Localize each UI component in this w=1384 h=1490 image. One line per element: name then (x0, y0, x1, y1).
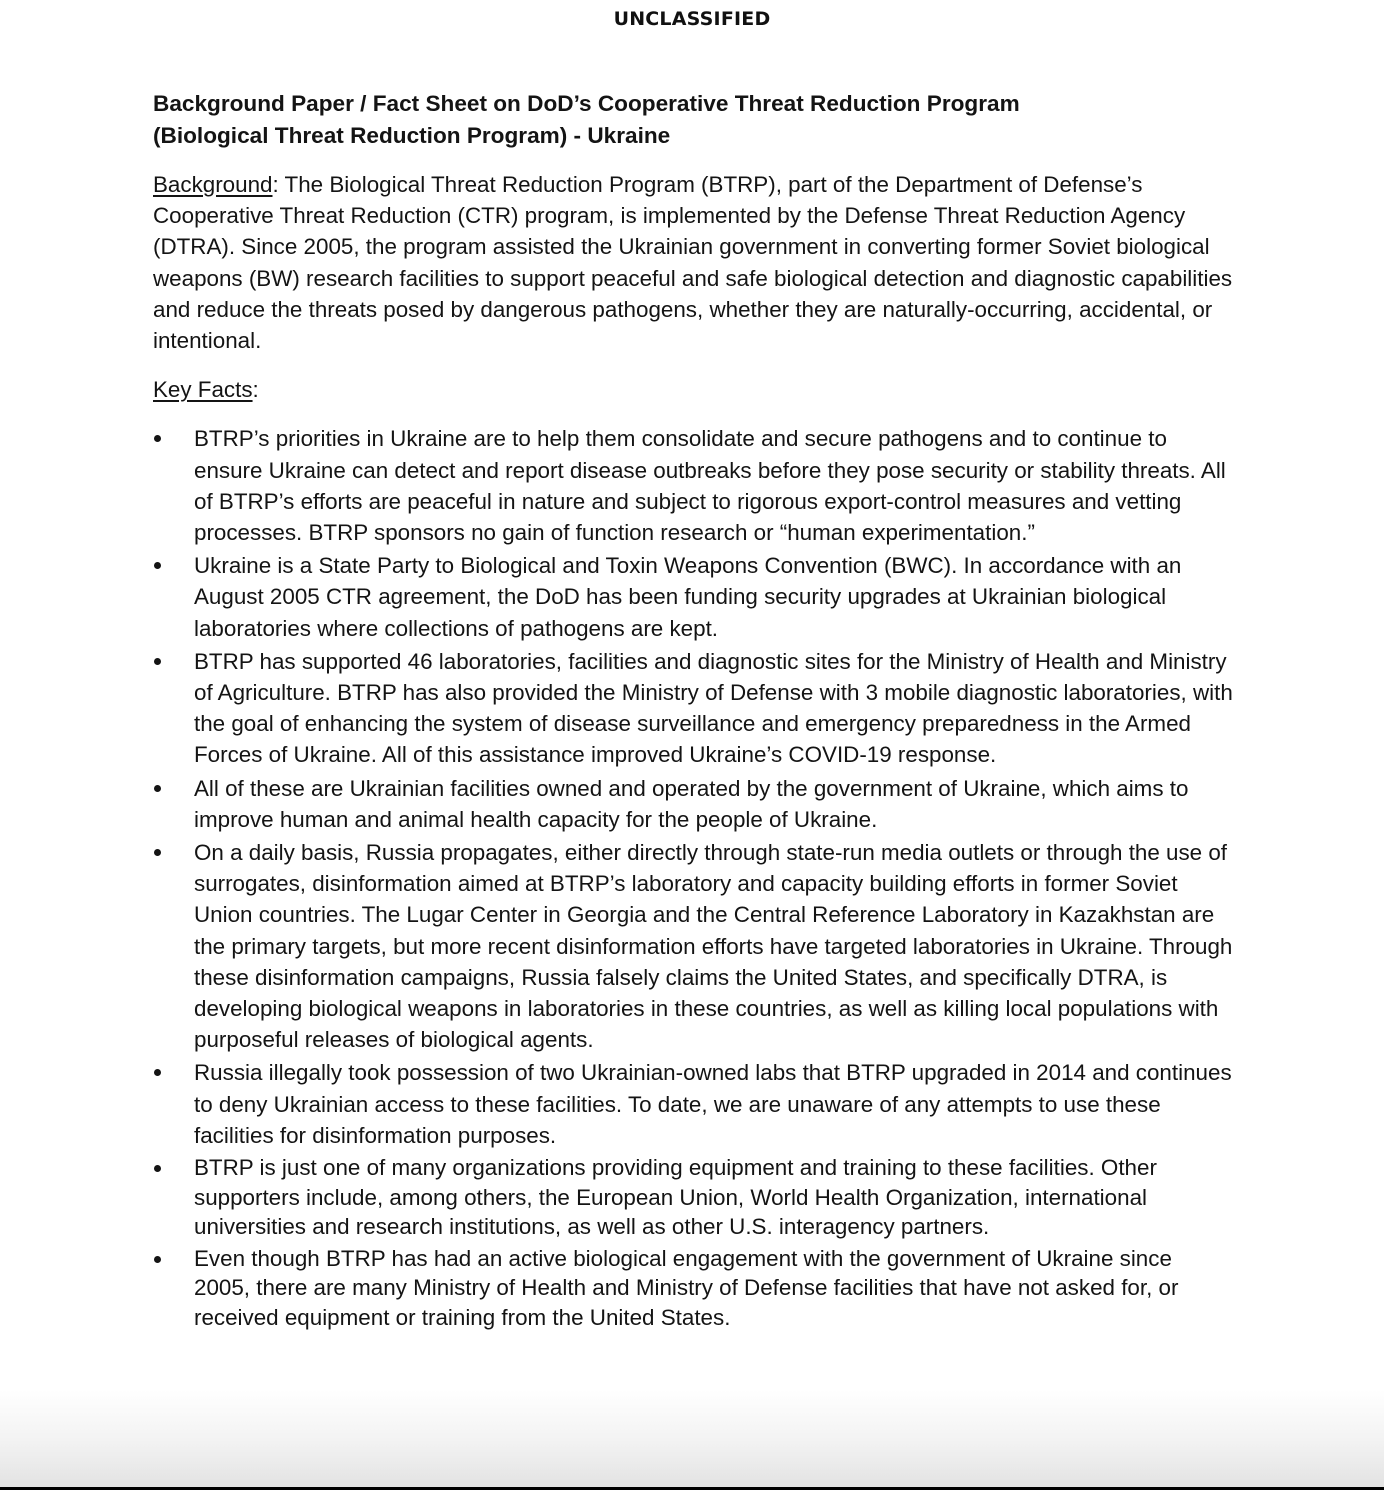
key-fact-text: Ukraine is a State Party to Biological and Toxin Weapons Convention (BWC). In accordance with an August 2005 CTR agreement, the DoD has been funding security upgrades at Ukrainian biological laboratories where collections of pathogens are kept. (194, 553, 1182, 641)
bullet-icon (154, 849, 161, 856)
bullet-icon (154, 658, 161, 665)
background-separator: : (272, 172, 279, 197)
key-fact-text: BTRP’s priorities in Ukraine are to help them consolidate and secure pathogens and to continue to ensure Ukraine can detect and report disease outbreaks before they pose security or stability threats. All of BTRP’s efforts are peaceful in nature and subject to rigorous export-control measures and vetting processes. BTRP sponsors no gain of function research or “human experimentation.” (194, 426, 1226, 546)
key-facts-label: Key Facts (153, 377, 253, 403)
background-label: Background (153, 172, 273, 197)
key-fact-item (153, 837, 1233, 1055)
key-fact-text: BTRP has supported 46 laboratories, facilities and diagnostic sites for the Ministry of Health and Ministry of Agriculture. BTRP has also provided the Ministry of Defense with 3 mobile diagnostic laboratories, with the goal of enhancing the system of disease surveillance and emergency preparedness in the Armed Forces of Ukraine. All of this assistance improved Ukraine’s COVID-19 response. (194, 648, 1233, 768)
key-fact-text: BTRP is just one of many organizations providing equipment and training to these facilities. Other supporters include, among others, the European Union, World Health Organization, international universities and research institutions, as well as other U.S. interagency partners. (194, 1155, 1157, 1240)
key-fact-text: Russia illegally took possession of two Ukrainian-owned labs that BTRP upgraded in 2014 and continues to deny Ukrainian access to these facilities. To date, we are unaware of any attempts to use these facilities for disinformation purposes. (194, 1060, 1232, 1148)
bullet-icon (154, 785, 161, 792)
key-fact-text: Even though BTRP has had an active biological engagement with the government of Ukraine since 2005, there are many Ministry of Health and Ministry of Defense facilities that have not asked for, or received equipment or training from the United States. (194, 1245, 1179, 1330)
key-facts-list (153, 423, 1233, 1332)
bullet-icon (154, 435, 161, 442)
key-fact-text: All of these are Ukrainian facilities owned and operated by the government of Ukraine, which aims to improve human and animal health capacity for the people of Ukraine. (194, 775, 1189, 832)
key-fact-item (153, 1057, 1233, 1151)
bullet-icon (154, 1069, 161, 1076)
key-fact-item (153, 646, 1233, 771)
bullet-icon (154, 1256, 161, 1263)
title-line-2: (Biological Threat Reduction Program) - Ukraine (153, 122, 671, 148)
key-fact-text: On a daily basis, Russia propagates, either directly through state-run media outlets or through the use of surrogates, disinformation aimed at BTRP’s laboratory and capacity building efforts in former Soviet Union countries. The Lugar Center in Georgia and the Central Reference Laboratory in Kazakhstan are the primary targets, but more recent disinformation efforts have targeted laboratories in Ukraine. Through these disinformation campaigns, Russia falsely claims the United States, and specifically DTRA, is developing biological weapons in laboratories in these countries, as well as killing local populations with purposeful releases of biological agents. (194, 840, 1233, 1053)
key-facts-separator: : (252, 377, 259, 403)
bullet-icon (154, 562, 161, 569)
key-fact-item (153, 773, 1233, 835)
title-line-1: Background Paper / Fact Sheet on DoD’s Cooperative Threat Reduction Program (153, 91, 1020, 116)
background-paragraph (153, 169, 1233, 356)
key-fact-item (153, 1153, 1233, 1242)
document-body (153, 88, 1233, 1334)
key-fact-item (153, 1244, 1233, 1333)
background-text: The Biological Threat Reduction Program (BTRP), part of the Department of Defense’s Cooperative Threat Reduction (CTR) program, is implemented by the Defense Threat Reduction Agency (DTRA). Since 2005, the program assisted the Ukrainian government in converting former Soviet biological weapons (BW) research facilities to support peaceful and safe biological detection and diagnostic capabilities and reduce the threats posed by dangerous pathogens, whether they are naturally-occurring, accidental, or intentional. (153, 172, 1233, 354)
classification-banner: UNCLASSIFIED (613, 8, 771, 30)
document-title (153, 88, 1233, 151)
key-facts-heading (153, 374, 1233, 405)
bullet-icon (154, 1165, 161, 1172)
key-fact-item (153, 423, 1233, 548)
key-fact-item (153, 550, 1233, 644)
